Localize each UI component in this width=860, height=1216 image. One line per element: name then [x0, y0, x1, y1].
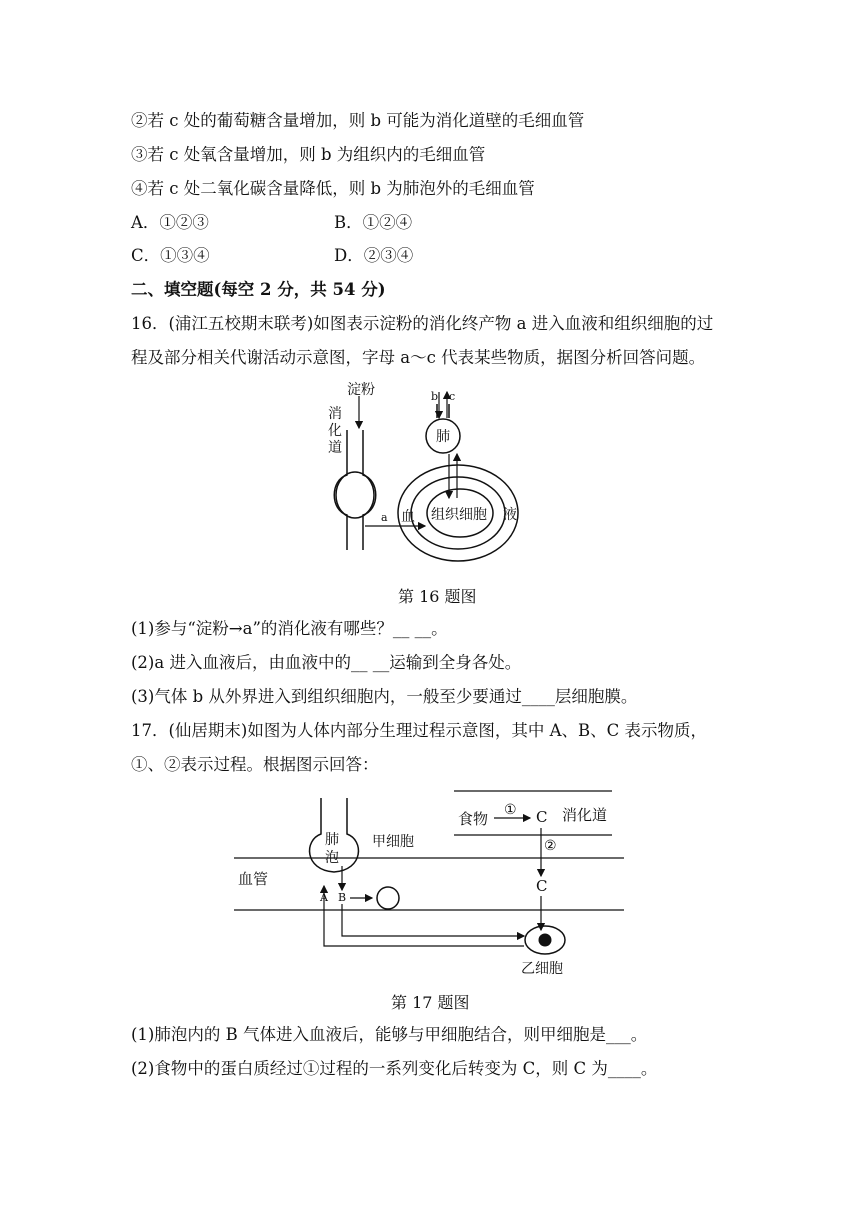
- label-blood: 血: [401, 509, 415, 525]
- q16-caption: 第 16 题图: [398, 587, 477, 606]
- label-food: 食物: [458, 810, 489, 828]
- label-starch: 淀粉: [347, 382, 375, 398]
- label-step1: ①: [504, 802, 517, 818]
- statement-3: ③若 c 处氧含量增加，则 b 为组织内的毛细血管: [131, 145, 486, 164]
- label-step2: ②: [544, 838, 557, 854]
- label-alveolus-2: 泡: [325, 850, 339, 866]
- label-lung: 肺: [436, 429, 450, 445]
- label-c-top: C: [536, 808, 548, 826]
- q17-stem-line1: 17．(仙居期末)如图为人体内部分生理过程示意图，其中 A、B、C 表示物质，: [131, 721, 708, 740]
- q17-sub2: (2)食物中的蛋白质经过①过程的一系列变化后转变为 C，则 C 为____。: [131, 1059, 658, 1078]
- label-tract: 消化道: [562, 806, 608, 824]
- path-b-to-yi: [342, 904, 524, 936]
- label-c-mid: C: [536, 877, 548, 895]
- label-cell-jia: 甲细胞: [372, 834, 414, 850]
- q16-sub1: (1)参与“淀粉→a”的消化液有哪些？__ __。: [131, 619, 448, 638]
- q17-sub1: (1)肺泡内的 B 气体进入血液后，能够与甲细胞结合，则甲细胞是___。: [131, 1025, 648, 1044]
- statement-4: ④若 c 处二氧化碳含量降低，则 b 为肺泡外的毛细血管: [131, 179, 535, 198]
- option-b: B．①②④: [334, 213, 413, 232]
- label-b: b: [431, 390, 439, 403]
- label-b: B: [338, 891, 347, 904]
- label-a: a: [381, 511, 388, 524]
- label-tract-2: 化: [328, 423, 342, 439]
- q16-sub3: (3)气体 b 从外界进入到组织细胞内，一般至少要通过____层细胞膜。: [131, 687, 638, 706]
- cell-jia: [377, 887, 399, 909]
- label-tract-1: 消: [328, 406, 342, 422]
- option-a: A．①②③: [131, 213, 209, 232]
- q16-stem-line2: 程及部分相关代谢活动示意图，字母 a～c 代表某些物质，据图分析回答问题。: [131, 348, 706, 367]
- label-fluid: 液: [503, 507, 517, 523]
- label-tract-3: 道: [328, 440, 342, 456]
- q16-stem-line1: 16．(浦江五校期末联考)如图表示淀粉的消化终产物 a 进入血液和组织细胞的过: [131, 314, 714, 333]
- label-vessel: 血管: [238, 870, 269, 888]
- q16-sub2: (2)a 进入血液后，由血液中的__ __运输到全身各处。: [131, 653, 522, 672]
- cell-yi-nucleus: [539, 934, 552, 947]
- label-tissue-cell: 组织细胞: [431, 507, 487, 523]
- label-c: c: [449, 390, 456, 403]
- q17-caption: 第 17 题图: [391, 993, 470, 1012]
- label-cell-yi: 乙细胞: [521, 961, 563, 977]
- option-c: C．①③④: [131, 246, 210, 265]
- digestive-bulge: [336, 472, 374, 518]
- label-alveolus-1: 肺: [325, 832, 339, 848]
- statement-2: ②若 c 处的葡萄糖含量增加，则 b 可能为消化道壁的毛细血管: [131, 111, 585, 130]
- q17-figure: [232, 788, 632, 984]
- section-heading: 二、填空题(每空 2 分，共 54 分): [131, 280, 386, 299]
- q16-figure: [325, 380, 530, 575]
- q17-stem-line2: ①、②表示过程。根据图示回答：: [131, 755, 379, 774]
- option-d: D．②③④: [334, 246, 414, 265]
- path-a-from-yi: [324, 886, 524, 946]
- label-a: A: [320, 891, 328, 904]
